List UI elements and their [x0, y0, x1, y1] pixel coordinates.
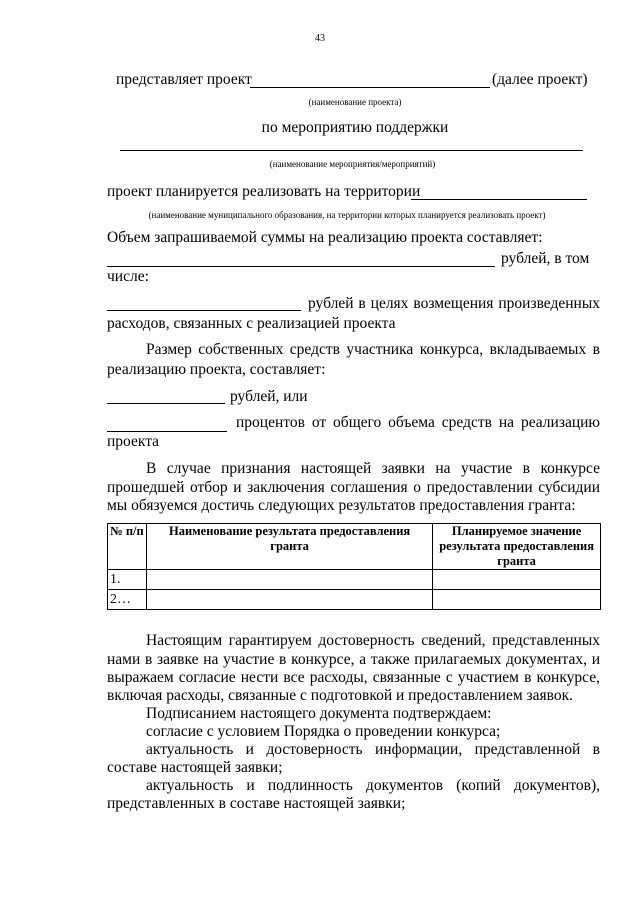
- own-funds-percent-blank: [107, 431, 227, 432]
- guarantee-line4: включая расходы, связанные с подготовкой и предоставлением заявок.: [107, 687, 574, 704]
- signing-confirms: Подписанием настоящего документа подтверждаем:: [146, 705, 492, 722]
- reimbursement-label-line2: расходов, связанных с реализацией проекта: [107, 315, 396, 332]
- recognition-paragraph-line2: прошедшей отбор и заключения соглашения о предоставлении субсидии: [107, 479, 600, 496]
- consent-item: согласие с условием Порядка о проведении конкурса;: [146, 723, 501, 740]
- amount-blank: [107, 266, 495, 267]
- row-planned-value: [433, 570, 601, 590]
- reimbursement-label: рублей в целях возмещения произведенных: [308, 295, 600, 312]
- row-number: 2…: [108, 590, 147, 610]
- caption-municipality: (наименование муниципального образования, на территории которых планируется реализовать проект): [148, 210, 546, 220]
- guarantee-line1: Настоящим гарантируем достоверность сведений, представленных: [146, 632, 600, 649]
- own-funds-rubles-blank: [107, 403, 225, 404]
- results-table: [107, 523, 601, 610]
- including-label: числе:: [107, 268, 149, 285]
- reimbursement-amount-blank: [107, 310, 301, 311]
- guarantee-line3: выражаем согласие нести все расходы, связанные с участием в конкурсе,: [107, 669, 600, 686]
- header-number: № п/п: [108, 524, 147, 570]
- row-number: 1.: [108, 570, 147, 590]
- header-result-name: Наименование результата предоставления гранта: [146, 524, 432, 570]
- relevance-item-line1: актуальность и достоверность информации, представленной в: [146, 741, 600, 758]
- own-funds-label-line2: реализацию проекта, составляет:: [107, 361, 326, 378]
- territory-label: проект планируется реализовать на территории: [107, 183, 421, 200]
- percent-label: процентов от общего объема средств на реализацию: [236, 414, 600, 431]
- guarantee-line2: нами в заявке на участие в конкурсе, а также прилагаемых документах, и: [107, 651, 600, 668]
- row-result-name: [146, 590, 432, 610]
- row-planned-value: [433, 590, 601, 610]
- territory-blank: [411, 199, 587, 200]
- rubles-including-label: рублей, в том: [501, 250, 590, 267]
- table-header-row: [108, 524, 601, 570]
- table-row: [108, 590, 601, 610]
- event-name-blank: [120, 150, 583, 151]
- relevance-item-line2: составе настоящей заявки;: [107, 759, 283, 776]
- authenticity-item-line2: представленных в составе настоящей заявки;: [107, 795, 406, 812]
- project-presents-label: представляет проект: [116, 71, 252, 88]
- rubles-or-label: рублей, или: [230, 388, 308, 405]
- page-number: 43: [315, 33, 325, 44]
- recognition-paragraph-line1: В случае признания настоящей заявки на участие в конкурсе: [146, 460, 600, 477]
- project-name-blank: [250, 87, 490, 88]
- recognition-paragraph-line3: мы обязуемся достичь следующих результатов предоставления гранта:: [107, 497, 576, 514]
- amount-heading: Объем запрашиваемой суммы на реализацию проекта составляет:: [107, 229, 543, 246]
- hereafter-project-label: (далее проект): [492, 71, 588, 88]
- header-planned-value: Планируемое значение результата предоставления гранта: [433, 524, 601, 570]
- caption-project-name: (наименование проекта): [308, 97, 402, 107]
- caption-event-name: (наименование мероприятия/мероприятий): [269, 159, 436, 169]
- own-funds-label: Размер собственных средств участника конкурса, вкладываемых в: [146, 341, 600, 358]
- row-result-name: [146, 570, 432, 590]
- authenticity-item-line1: актуальность и подлинность документов (копий документов),: [146, 777, 600, 794]
- table-row: [108, 570, 601, 590]
- support-event-label: по мероприятию поддержки: [261, 119, 449, 136]
- percent-label-line2: проекта: [107, 433, 160, 450]
